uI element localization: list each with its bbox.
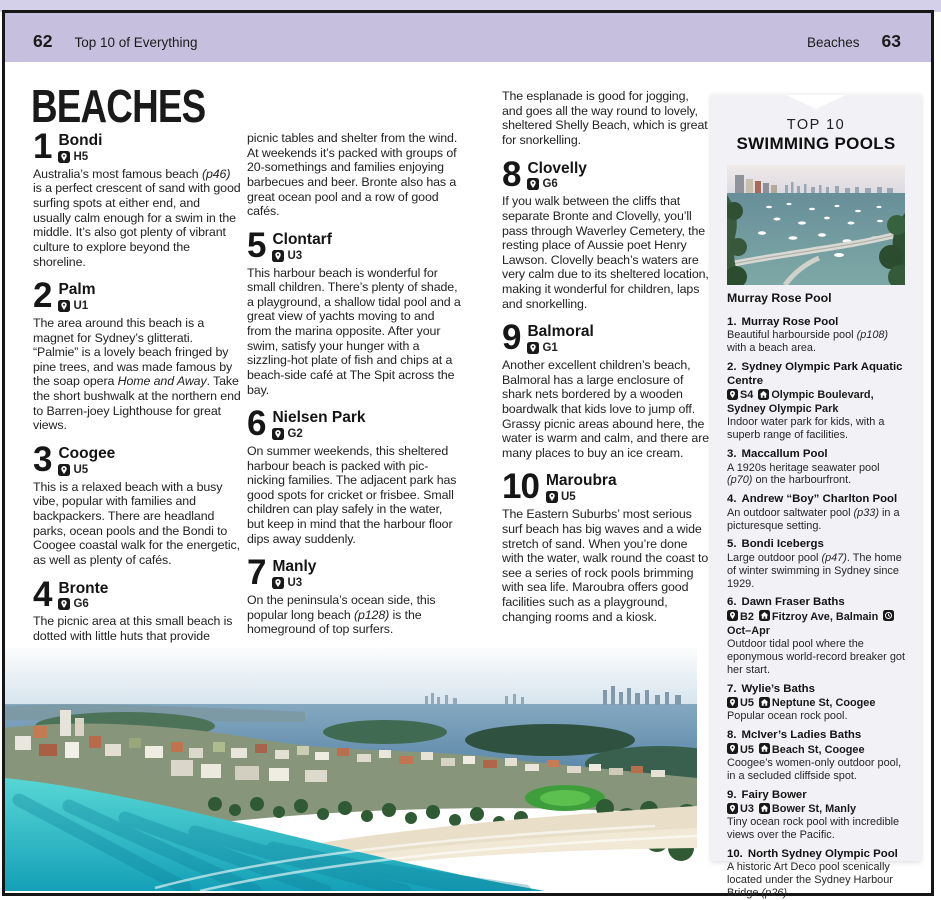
pool-desc: Coogee’s women-only outdoor pool, in a secluded cliffside spot. (727, 756, 902, 782)
entry-name: Palm (58, 281, 96, 299)
map-pin-icon (272, 250, 284, 262)
murray-rose-pool-photo (727, 165, 905, 285)
entry-number: 3 (33, 439, 52, 479)
entry-number: 9 (502, 318, 521, 358)
pool-desc: An outdoor saltwater pool (p33) in a picturesque setting. (727, 506, 900, 532)
entry-text: The area around this beach is a magnet for Sydney’s glitterati. “Palmie” is a lovely beach fringed by pine trees, and was made famous by the soap opera Home and Away. Take the short bushwalk at the northern end to Barren-joey Lighthouse for great views. (33, 315, 241, 433)
address-icon (759, 697, 770, 708)
map-ref: G6 (73, 598, 89, 611)
map-pin-icon (727, 697, 738, 708)
panel-notch (786, 95, 846, 109)
map-pin-icon (58, 464, 70, 476)
pool-name: Bondi Icebergs (741, 538, 824, 551)
entry-name: Manly (272, 558, 317, 576)
panel-title: SWIMMING POOLS (736, 134, 896, 154)
calendar-icon (883, 610, 894, 621)
entry-name: Balmoral (527, 323, 594, 341)
entry-text: On summer weekends, this sheltered harbour beach is packed with pic-nicking families. The adjacent park has good spots for cricket or frisbee. Small children can play safely in the water, but keep in mind that the harbour floor dips away suddenly. (247, 443, 457, 546)
pool-item-3: 3. Maccallum Pool A 1920s heritage seawater pool (p70) on the harbourfront. (727, 448, 905, 487)
entry-name: Clovelly (527, 159, 587, 177)
map-ref: G2 (287, 427, 303, 440)
pool-desc: Outdoor tidal pool where the eponymous world-record breaker got her start. (727, 638, 905, 676)
map-pin-icon (527, 342, 539, 354)
beach-entry-palm (33, 276, 241, 433)
beach-entry-bronte (33, 574, 241, 644)
manly-beach-photo (5, 648, 697, 891)
map-ref: H5 (73, 150, 89, 163)
entry-text: Australia’s most famous beach (p46) is a perfect crescent of sand with good surfing spots at either end, and usually calm enough for a swim in the middle. It’s also got plenty of vibrant culture to explore beyond the shoreline. (33, 166, 241, 269)
beach-entry-bondi (33, 127, 241, 269)
entry-number: 8 (502, 154, 521, 194)
beach-entry-clovelly (502, 154, 711, 312)
pool-name: North Sydney Olympic Pool (747, 848, 898, 860)
map-ref: U3 (287, 577, 303, 590)
beach-entry-coogee (33, 439, 241, 568)
entry-number: 5 (247, 225, 266, 265)
pool-name: Andrew “Boy” Charlton Pool (741, 493, 898, 506)
pool-name: McIver’s Ladies Baths (741, 729, 862, 742)
map-pin-icon (58, 300, 70, 312)
column-2 (247, 131, 461, 650)
pool-item-9: 9. Fairy Bower U3 Bower St, Manly Tiny ocean rock pool with incredible views over the Pacific. (727, 789, 905, 842)
panel-kicker: TOP 10 (786, 117, 846, 133)
entry-text: Another excellent children’s beach, Balmoral has a large enclosure of shark nets bordered by a wooden boardwalk that kids love to jump off. Grassy picnic areas abound here, the water is warm and calm, and there are many places to buy an ice cream. (502, 358, 710, 460)
pool-desc: Beautiful harbourside pool (p108) with a beach area. (727, 329, 889, 355)
entry-number: 2 (33, 276, 52, 316)
pool-name: Maccallum Pool (741, 448, 828, 461)
entry-name: Maroubra (545, 472, 617, 490)
entry-number: 7 (247, 553, 266, 593)
entry-name: Coogee (58, 444, 116, 462)
entry-number: 4 (33, 574, 52, 614)
page-number-right: 63 (881, 31, 901, 51)
pool-item-1: 1. Murray Rose Pool Beautiful harbourside pool (p108) with a beach area. (727, 316, 905, 355)
entry-text: On the peninsula’s ocean side, this popular long beach (p128) is the homeground of top surfers. (247, 593, 436, 637)
map-ref: U5 (560, 491, 576, 504)
map-pin-icon (546, 491, 558, 503)
map-pin-icon (727, 389, 738, 400)
page-number-left: 62 (33, 31, 53, 51)
map-pin-icon (272, 428, 284, 440)
entry-text-continuation: picnic tables and shelter from the wind. At weekends it’s packed with groups of 20-somethings and families enjoying barbecues and beer. Bronte also has a great ocean pool and a row of good cafés. (247, 131, 458, 219)
pool-name: Murray Rose Pool (741, 315, 839, 328)
page-header-band (5, 13, 931, 62)
map-pin-icon (58, 151, 70, 163)
page-title: BEACHES (31, 80, 206, 132)
pool-name: Wylie’s Baths (741, 682, 815, 695)
map-ref: U1 (73, 299, 89, 312)
sidebar-photo-caption: Murray Rose Pool (727, 290, 832, 305)
pool-name: Dawn Fraser Baths (741, 596, 845, 609)
entry-text: The Eastern Suburbs’ most serious surf beach has big waves and a wide stretch of sand. When you’re done with the water, walk round the coast to see a series of rock pools brimming with sea life. Maroubra offers good facilities such as a playground, changing rooms and a kiosk. (502, 507, 709, 624)
top10-swimming-pools-panel (711, 95, 921, 900)
entry-number: 6 (247, 404, 266, 444)
section-label-right: Beaches (806, 35, 860, 50)
map-pin-icon (272, 577, 284, 589)
column-3 (502, 89, 711, 637)
pool-item-5: 5. Bondi Icebergs Large outdoor pool (p47). The home of winter swimming in Sydney since 1929. (727, 538, 905, 590)
column-1 (33, 127, 241, 698)
pool-desc: A 1920s heritage seawater pool (p70) on the harbourfront. (727, 461, 880, 487)
pools-list (727, 316, 905, 900)
map-ref: G1 (542, 342, 558, 355)
pool-desc: Indoor water park for kids, with a superb range of facilities. (727, 416, 885, 442)
pool-item-10: 10. North Sydney Olympic Pool A historic Art Deco pool scenically located under the Sydney Harbour Bridge (p26). (727, 848, 905, 900)
pool-item-8: 8. McIver’s Ladies Baths U5 Beach St, Coogee Coogee’s women-only outdoor pool, in a secluded cliffside spot. (727, 729, 905, 782)
beach-entry-manly (247, 553, 461, 637)
pool-desc: Large outdoor pool (p47). The home of winter swimming in Sydney since 1929. (727, 551, 902, 590)
section-label-left: Top 10 of Everything (74, 35, 198, 50)
beach-entry-nielsen-park (247, 404, 461, 546)
entry-name: Bondi (58, 132, 103, 149)
address-icon (759, 610, 770, 621)
entry-text: If you walk between the cliffs that separate Bronte and Clovelly, you’ll pass through Waverley Cemetery, the resting place of Aussie poet Henry Lawson. Clovelly beach’s waters are very calm due to its sheltered location, making it wonderful for children, laps and snorkelling. (502, 194, 709, 311)
entry-number: 1 (33, 127, 52, 166)
pool-desc: Tiny ocean rock pool with incredible views over the Pacific. (727, 816, 900, 842)
map-ref: U3 (287, 249, 303, 262)
entry-name: Clontarf (272, 230, 332, 248)
address-icon (758, 389, 769, 400)
map-pin-icon (727, 803, 738, 814)
map-ref: U5 (73, 463, 89, 476)
entry-text: The picnic area at this small beach is dotted with little huts that provide (33, 614, 233, 643)
map-pin-icon (527, 178, 539, 190)
entry-number: 10 (502, 467, 539, 507)
pool-desc: Popular ocean rock pool. (727, 710, 848, 723)
beach-entry-clontarf (247, 225, 461, 397)
beach-entry-balmoral (502, 318, 711, 460)
map-pin-icon (727, 743, 738, 754)
pool-name: Fairy Bower (741, 788, 807, 801)
header-right (807, 31, 901, 52)
pool-item-4: 4. Andrew “Boy” Charlton Pool An outdoor saltwater pool (p33) in a picturesque setting. (727, 493, 905, 532)
entry-name: Nielsen Park (272, 409, 366, 427)
entry-text: This harbour beach is wonderful for small children. There’s plenty of shade, a playground, a shallow tidal pool and a great view of yachts moving to and from the marina opposite. After your swim, satisfy your hunger with a sizzling-hot plate of fish and chips at a beach-side café at The Spit across the bay. (247, 265, 461, 397)
entry-name: Bronte (58, 579, 109, 597)
pool-item-2: 2. Sydney Olympic Park Aquatic Centre S4 Olympic Boulevard, Sydney Olympic Park Indoor water park for kids, with a superb range of facilities. (727, 361, 905, 442)
entry-text: This is a relaxed beach with a busy vibe, popular with families and backpackers. There are headland parks, ocean pools and the Bondi to Coogee coastal walk for the energetic, as well as plenty of cafés. (33, 479, 240, 567)
entry-text-continuation: The esplanade is good for jogging, and goes all the way round to lovely, sheltered Shelly Beach, which is great for snorkelling. (502, 89, 708, 147)
pool-desc: A historic Art Deco pool scenically located under the Sydney Harbour Bridge (p26). (727, 861, 893, 900)
pool-name: Sydney Olympic Park Aquatic Centre (727, 361, 903, 387)
address-icon (759, 803, 770, 814)
pool-item-6: 6. Dawn Fraser Baths B2 Fitzroy Ave, BalmainOct–Apr Outdoor tidal pool where the eponymous world-record breaker got her start. (727, 596, 905, 676)
pool-item-7: 7. Wylie’s Baths U5 Neptune St, Coogee Popular ocean rock pool. (727, 683, 905, 723)
beach-entry-maroubra (502, 467, 711, 624)
map-pin-icon (58, 598, 70, 610)
map-ref: G6 (542, 178, 558, 191)
address-icon (759, 743, 770, 754)
map-pin-icon (727, 610, 738, 621)
header-left (33, 31, 198, 52)
